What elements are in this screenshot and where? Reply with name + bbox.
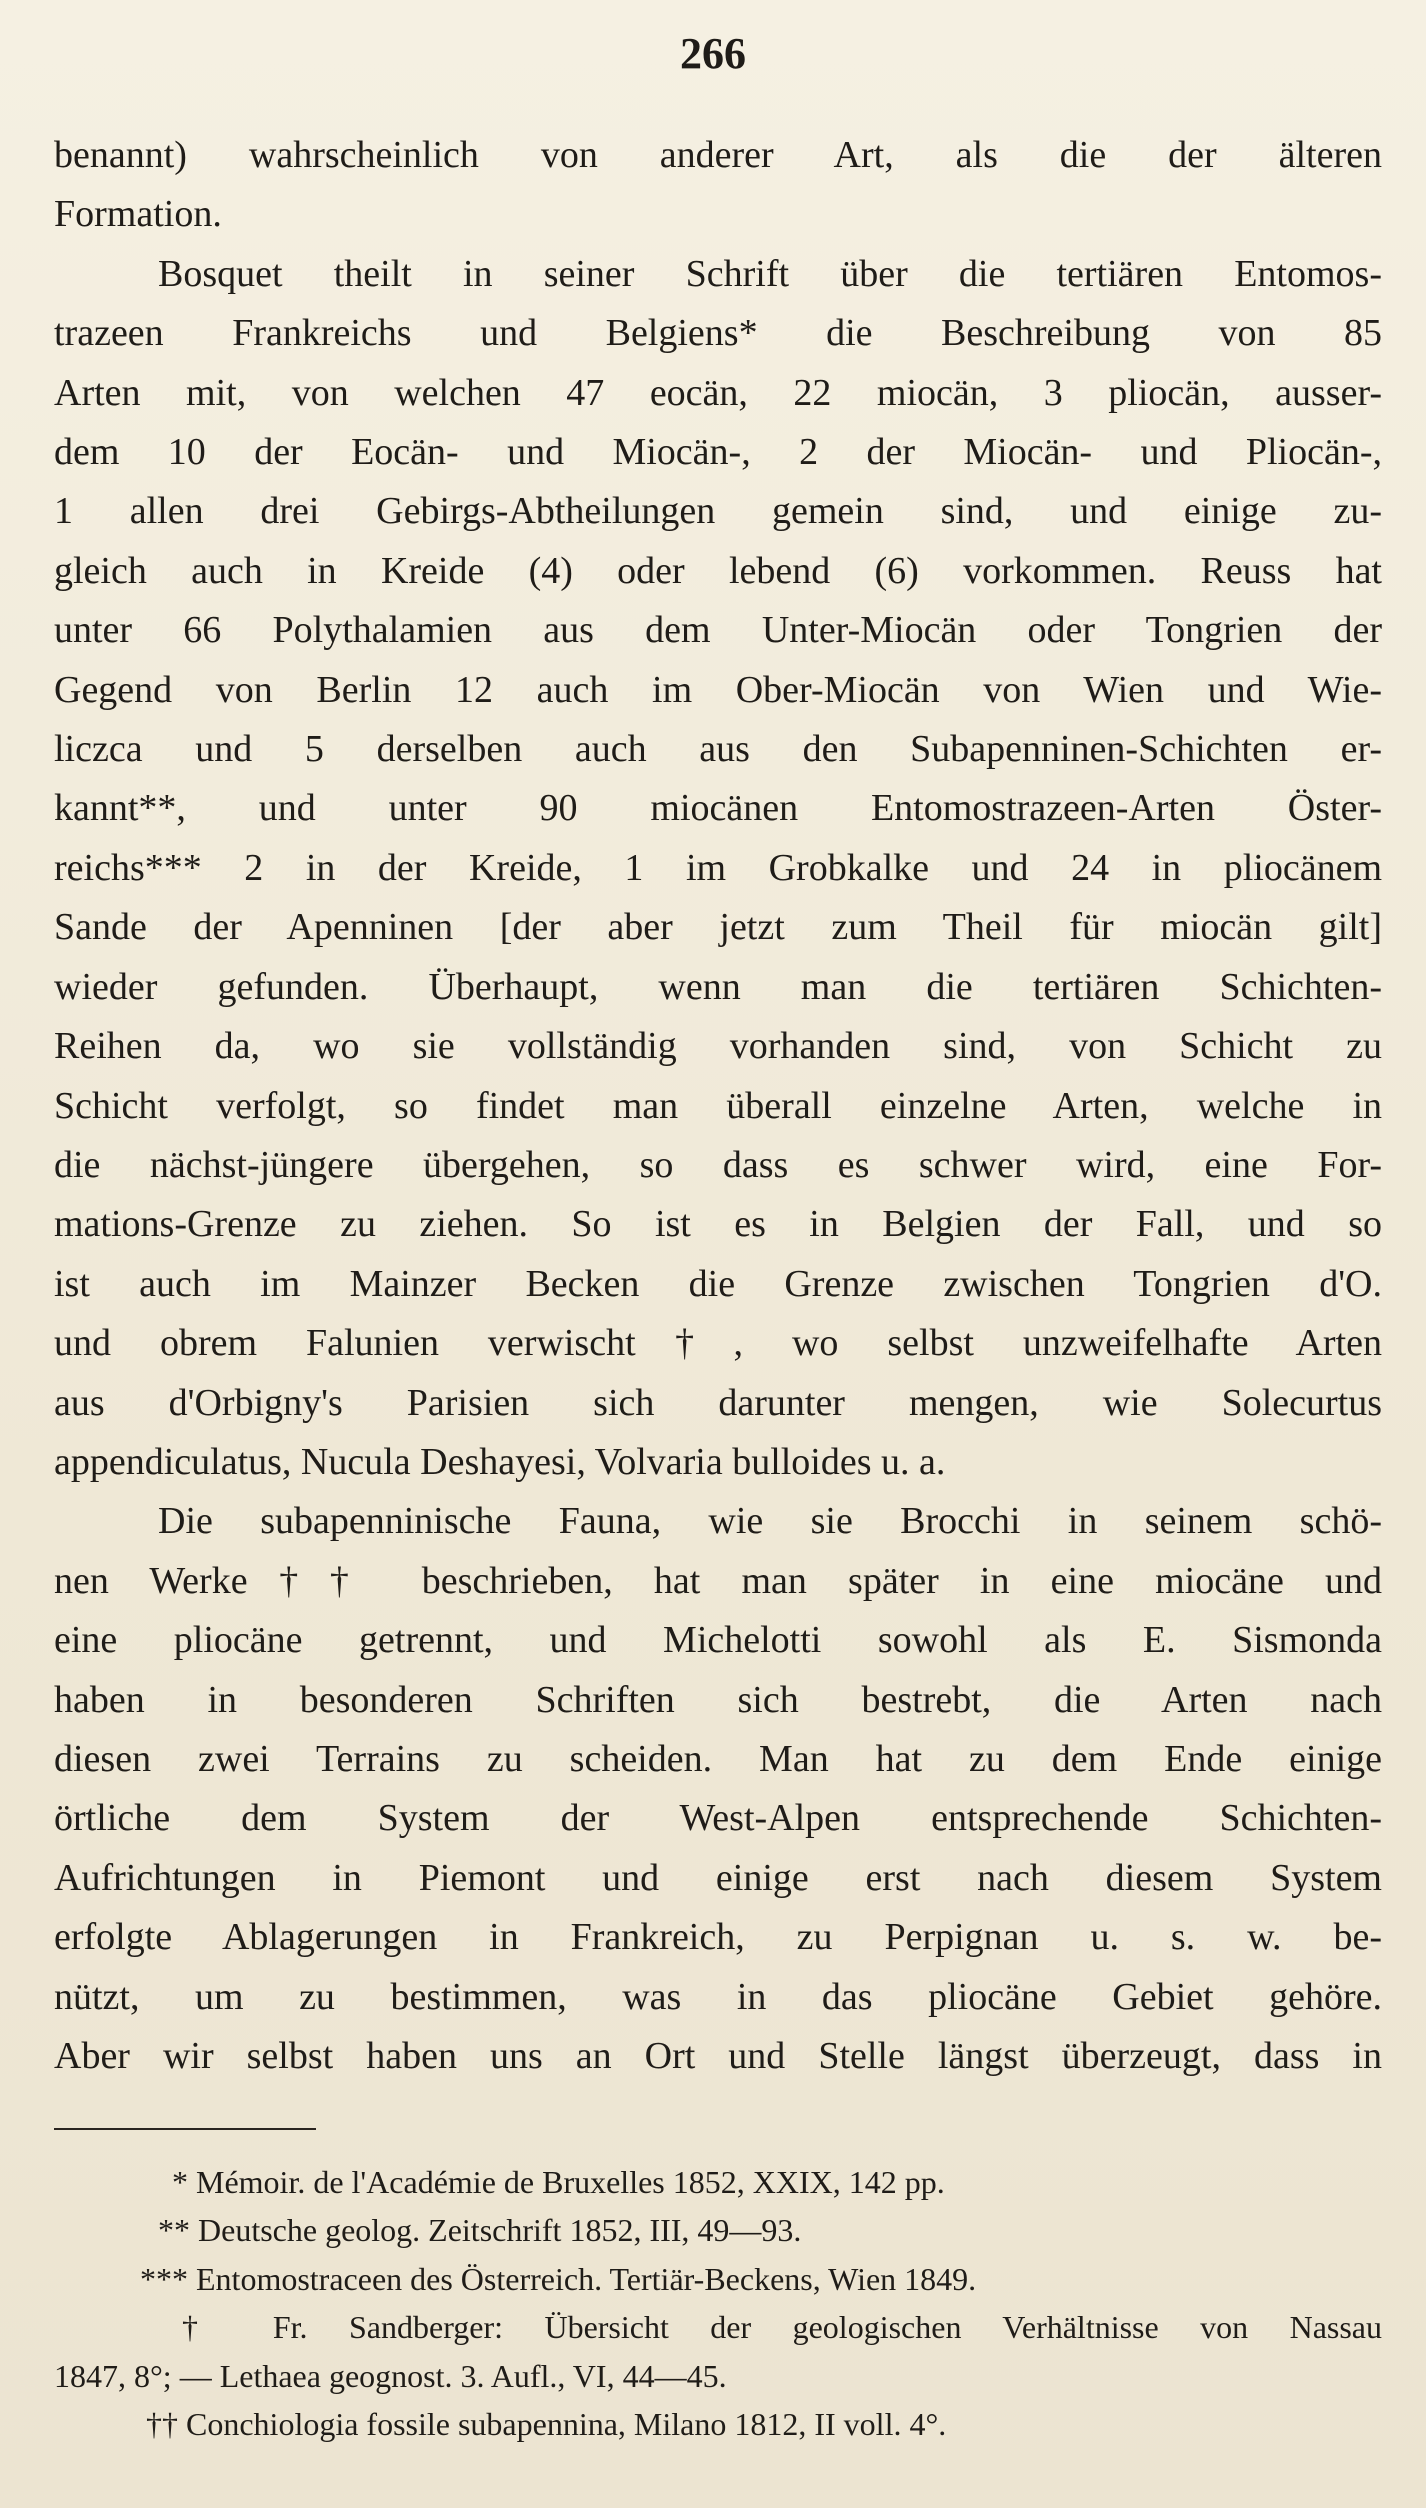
text-line: reichs*** 2 in der Kreide, 1 im Grobkalke und 24 in pliocänem: [54, 846, 1382, 889]
text-line: benannt) wahrscheinlich von anderer Art, als die der älteren: [54, 134, 1382, 176]
footnote: ** Deutsche geolog. Zeitschrift 1852, III, 49—93.: [158, 2212, 802, 2249]
text-line: dem 10 der Eocän- und Miocän-, 2 der Miocän- und Pliocän-,: [54, 431, 1382, 474]
text-line: Arten mit, von welchen 47 eocän, 22 miocän, 3 pliocän, ausser-: [54, 371, 1382, 414]
text-line: eine pliocäne getrennt, und Michelotti sowohl als E. Sismonda: [54, 1619, 1382, 1662]
text-line: Sande der Apenninen [der aber jetzt zum Theil für miocän gilt]: [54, 906, 1382, 949]
text-line: Bosquet theilt in seiner Schrift über die tertiären Entomos-: [158, 252, 1382, 295]
text-line: wieder gefunden. Überhaupt, wenn man die tertiären Schichten-: [54, 965, 1382, 1008]
footnote-divider: [54, 2128, 316, 2130]
text-line: diesen zwei Terrains zu scheiden. Man hat zu dem Ende einige: [54, 1737, 1382, 1780]
text-line: örtliche dem System der West-Alpen entsprechende Schichten-: [54, 1797, 1382, 1840]
footnote: * Mémoir. de l'Académie de Bruxelles 1852, XXIX, 142 pp.: [172, 2164, 945, 2200]
text-line: aus d'Orbigny's Parisien sich darunter mengen, wie Solecurtus: [54, 1381, 1382, 1424]
text-line: gleich auch in Kreide (4) oder lebend (6) vorkommen. Reuss hat: [54, 549, 1382, 592]
text-line: die nächst-jüngere übergehen, so dass es schwer wird, eine For-: [54, 1143, 1382, 1186]
body-text: [54, 126, 1382, 2086]
text-line: mations-Grenze zu ziehen. So ist es in Belgien der Fall, und so: [54, 1203, 1382, 1246]
text-line: Aber wir selbst haben uns an Ort und Stelle längst überzeugt, dass in: [54, 2035, 1382, 2077]
text-line: liczca und 5 derselben auch aus den Subapenninen-Schichten er-: [54, 728, 1382, 771]
text-line: Reihen da, wo sie vollständig vorhanden sind, von Schicht zu: [54, 1025, 1382, 1068]
text-line: ist auch im Mainzer Becken die Grenze zwischen Tongrien d'O.: [54, 1262, 1382, 1305]
footnote: *** Entomostraceen des Österreich. Tertiär-Beckens, Wien 1849.: [140, 2260, 977, 2297]
text-line: 1 allen drei Gebirgs-Abtheilungen gemein sind, und einige zu-: [54, 490, 1382, 533]
text-line: Schicht verfolgt, so findet man überall einzelne Arten, welche in: [54, 1084, 1382, 1127]
page-number: 266: [680, 29, 746, 78]
text-line: Gegend von Berlin 12 auch im Ober-Miocän von Wien und Wie-: [54, 668, 1382, 711]
footnote: †† Conchiologia fossile subapennina, Milano 1812, II voll. 4°.: [146, 2406, 947, 2443]
text-line: trazeen Frankreichs und Belgiens* die Beschreibung von 85: [54, 312, 1382, 355]
text-line: nen Werke†† beschrieben, hat man später in eine miocäne und: [54, 1559, 1382, 1602]
text-line: erfolgte Ablagerungen in Frankreich, zu Perpignan u. s. w. be-: [54, 1916, 1382, 1959]
footnote-continuation: 1847, 8°; — Lethaea geognost. 3. Aufl., VI, 44—45.: [54, 2357, 727, 2394]
text-line: haben in besonderen Schriften sich bestrebt, die Arten nach: [54, 1678, 1382, 1721]
text-line: Die subapenninische Fauna, wie sie Brocchi in seinem schö-: [158, 1500, 1382, 1543]
text-line: unter 66 Polythalamien aus dem Unter-Miocän oder Tongrien der: [54, 609, 1382, 652]
text-line: nützt, um zu bestimmen, was in das pliocäne Gebiet gehöre.: [54, 1975, 1382, 2018]
text-line: appendiculatus, Nucula Deshayesi, Volvaria bulloides u. a.: [54, 1440, 946, 1483]
footnotes: [54, 2158, 1382, 2448]
text-line: Aufrichtungen in Piemont und einige erst nach diesem System: [54, 1856, 1382, 1899]
text-line: kannt**, und unter 90 miocänen Entomostrazeen-Arten Öster-: [54, 787, 1382, 830]
text-line: Formation.: [54, 193, 222, 236]
footnote: † Fr. Sandberger: Übersicht der geologischen Verhältnisse von Nassau: [182, 2309, 1382, 2346]
text-line: und obrem Falunien verwischt†, wo selbst unzweifelhafte Arten: [54, 1322, 1382, 1365]
